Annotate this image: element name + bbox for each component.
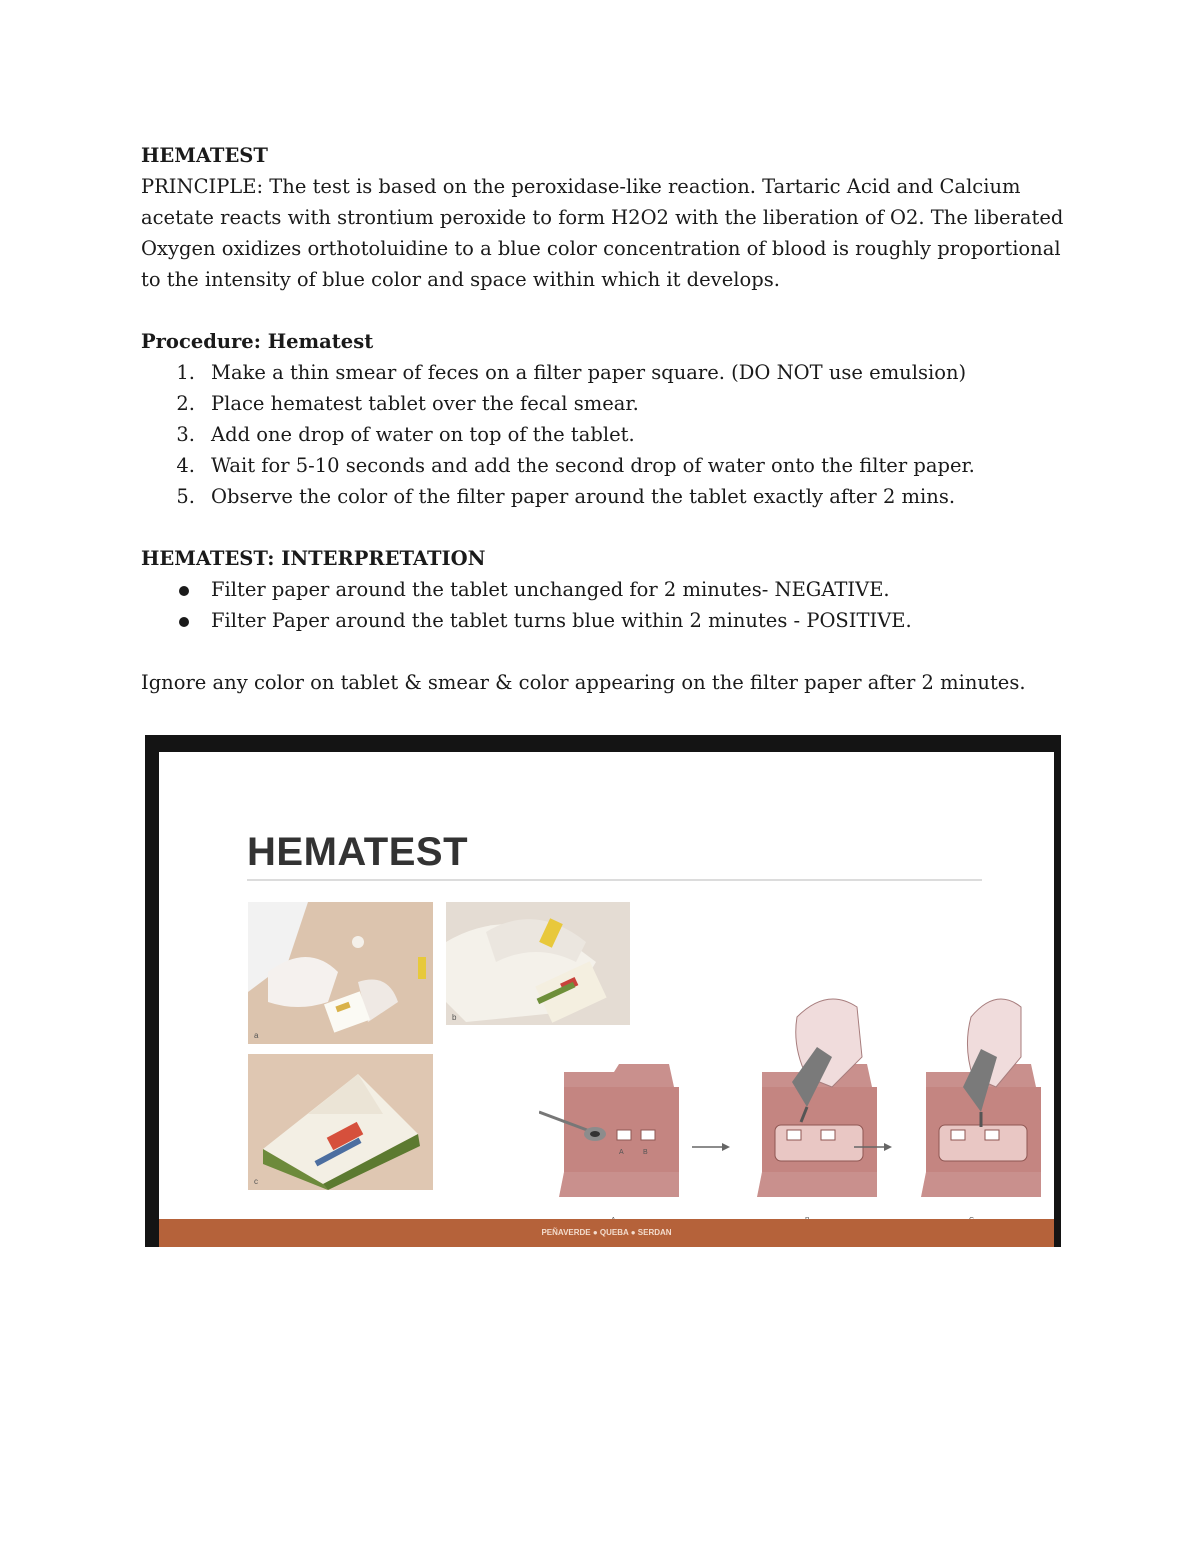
interpretation-item [141,574,1081,605]
step-text: Observe the color of the filter paper around the tablet exactly after 2 mins. [211,485,956,508]
interpretation-heading: HEMATEST: INTERPRETATION [141,547,486,570]
diagram-step-c-add-water [901,987,1051,1227]
bullet-icon [179,617,189,627]
step-number: 2. [176,392,195,415]
interpretation-item [141,605,1081,636]
photo-label-c: c [254,1177,258,1186]
interpretation-text: Filter Paper around the tablet turns blue within 2 minutes - POSITIVE. [211,609,912,632]
procedure-step [141,481,1081,512]
diagram-step-b-add-tablet [737,987,887,1227]
slot-label-b: B [643,1149,648,1156]
procedure-step [141,419,1081,450]
step-number: 4. [176,454,195,477]
slide-divider [247,879,982,881]
slide-title: HEMATEST [247,830,469,874]
procedure-step [141,450,1081,481]
step-text: Place hematest tablet over the fecal smear. [211,392,639,415]
slide [159,752,1054,1247]
interpretation-text: Filter paper around the tablet unchanged for 2 minutes- NEGATIVE. [211,578,890,601]
arrow-right-icon [854,1140,894,1154]
procedure-step [141,357,1081,388]
diagram-step-a-apply-smear [539,1042,689,1227]
photo-opening-test-card [446,902,630,1025]
photo-gloved-hands-smear [248,902,433,1044]
step-text: Wait for 5-10 seconds and add the second drop of water onto the filter paper. [211,454,975,477]
slot-label-a: A [619,1149,624,1156]
step-number: 1. [176,361,195,384]
document-heading: HEMATEST [141,144,268,167]
step-number: 5. [176,485,195,508]
procedure-heading: Procedure: Hematest [141,330,374,353]
interpretation-list [141,574,1081,636]
step-text: Make a thin smear of feces on a filter paper square. (DO NOT use emulsion) [211,361,967,384]
arrow-right-icon [692,1140,732,1154]
step-number: 3. [176,423,195,446]
photo-open-test-card [248,1054,433,1190]
step-text: Add one drop of water on top of the tablet. [211,423,635,446]
photo-label-b: b [452,1013,457,1022]
principle-paragraph: PRINCIPLE: The test is based on the peroxidase-like reaction. Tartaric Acid and Calcium acetate reacts with strontium peroxide to form H2O2 with the liberation of O2. The liberated Oxygen oxidizes orthotoluidine to a blue color concentration of blood is roughly proportional to the intensity of blue color and space within which it develops. [141,175,1064,291]
document-body [141,140,1081,698]
procedure-list [141,357,1081,512]
slide-footer: PEÑAVERDE ● QUEBA ● SERDAN [159,1219,1054,1247]
hematest-slide-figure [145,735,1061,1247]
note-paragraph: Ignore any color on tablet & smear & color appearing on the filter paper after 2 minutes. [141,671,1026,694]
procedure-step [141,388,1081,419]
bullet-icon [179,586,189,596]
photo-label-a: a [254,1031,259,1040]
